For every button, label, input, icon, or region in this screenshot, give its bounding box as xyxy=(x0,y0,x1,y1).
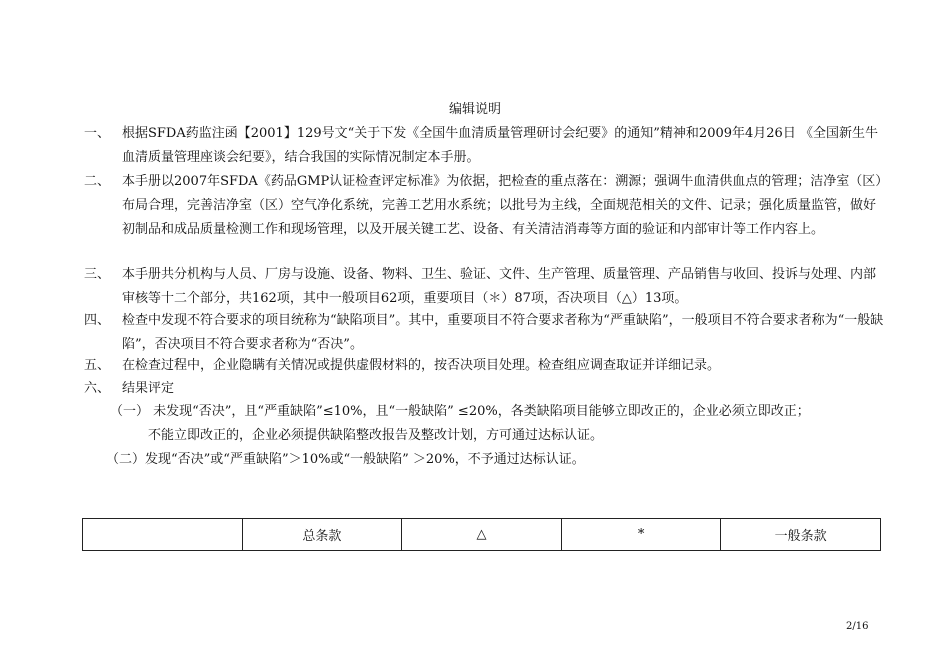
list-item xyxy=(84,354,884,378)
summary-table xyxy=(82,518,881,551)
table-cell-total: 总条款 xyxy=(242,519,402,551)
table-cell-star: * xyxy=(561,519,721,551)
page-number: 2/16 xyxy=(846,621,869,632)
list-item xyxy=(84,377,884,401)
item-number: 三、 xyxy=(84,267,111,282)
result-one-line-1: （一） 未发现“否决”，且“严重缺陷”≤10%，且“一般缺陷” ≤20%，各类缺陷项目能够立即改正的，企业必须立即改正； xyxy=(110,404,810,419)
list-item xyxy=(84,263,884,311)
table-cell-general: 一般条款 xyxy=(721,519,881,551)
item-text: 在检查过程中，企业隐瞒有关情况或提供虚假材料的，按否决项目处理。检查组应调查取证并详细记录。 xyxy=(122,358,721,373)
item-text: 结果评定 xyxy=(122,381,175,396)
result-one-line-2: 不能立即改正的，企业必须提供缺陷整改报告及整改计划，方可通过达标认证。 xyxy=(148,428,604,443)
item-number: 一、 xyxy=(84,126,111,141)
list-item xyxy=(84,170,884,242)
page-title: 编辑说明 xyxy=(448,102,501,117)
item-number: 四、 xyxy=(84,313,111,328)
item-number: 二、 xyxy=(84,174,111,189)
item-text: 本手册以2007年SFDA《药品GMP认证检查评定标准》为依据，把检查的重点落在：溯源；强调牛血清供血点的管理；洁净室（区）布局合理，完善洁净室（区）空气净化系统，完善工艺用水系统；以批号为主线，全面规范相关的文件、记录；强化质量监管，做好初制品和成品质量检测工作和现场管理，以及开展关键工艺、设备、有关清洁消毒等方面的验证和内部审计等工作内容上。 xyxy=(122,174,882,237)
table-cell-triangle: △ xyxy=(402,519,562,551)
result-two: （二）发现“否决”或“严重缺陷”＞10%或“一般缺陷” ＞20%，不予通过达标认证。 xyxy=(106,452,585,467)
list-item xyxy=(84,309,884,357)
item-number: 五、 xyxy=(84,358,111,373)
item-text: 检查中发现不符合要求的项目统称为“缺陷项目”。其中，重要项目不符合要求者称为“严重缺陷”，一般项目不符合要求者称为“一般缺陷”，否决项目不符合要求者称为“否决”。 xyxy=(122,313,884,352)
table-row xyxy=(83,519,881,551)
item-text: 根据SFDA药监注函【2001】129号文“关于下发《全国牛血清质量管理研讨会纪要》的通知”精神和2009年4月26日 《全国新生牛血清质量管理座谈会纪要》，结合我国的实际情况制定本手册。 xyxy=(122,126,878,165)
item-number: 六、 xyxy=(84,381,111,396)
item-text: 本手册共分机构与人员、厂房与设施、设备、物料、卫生、验证、文件、生产管理、质量管理、产品销售与收回、投诉与处理、内部审核等十二个部分，共162项，其中一般项目62项，重要项目（＊）87项，否决项目（△）13项。 xyxy=(122,267,877,306)
list-item xyxy=(84,122,884,170)
table-cell-blank xyxy=(83,519,243,551)
